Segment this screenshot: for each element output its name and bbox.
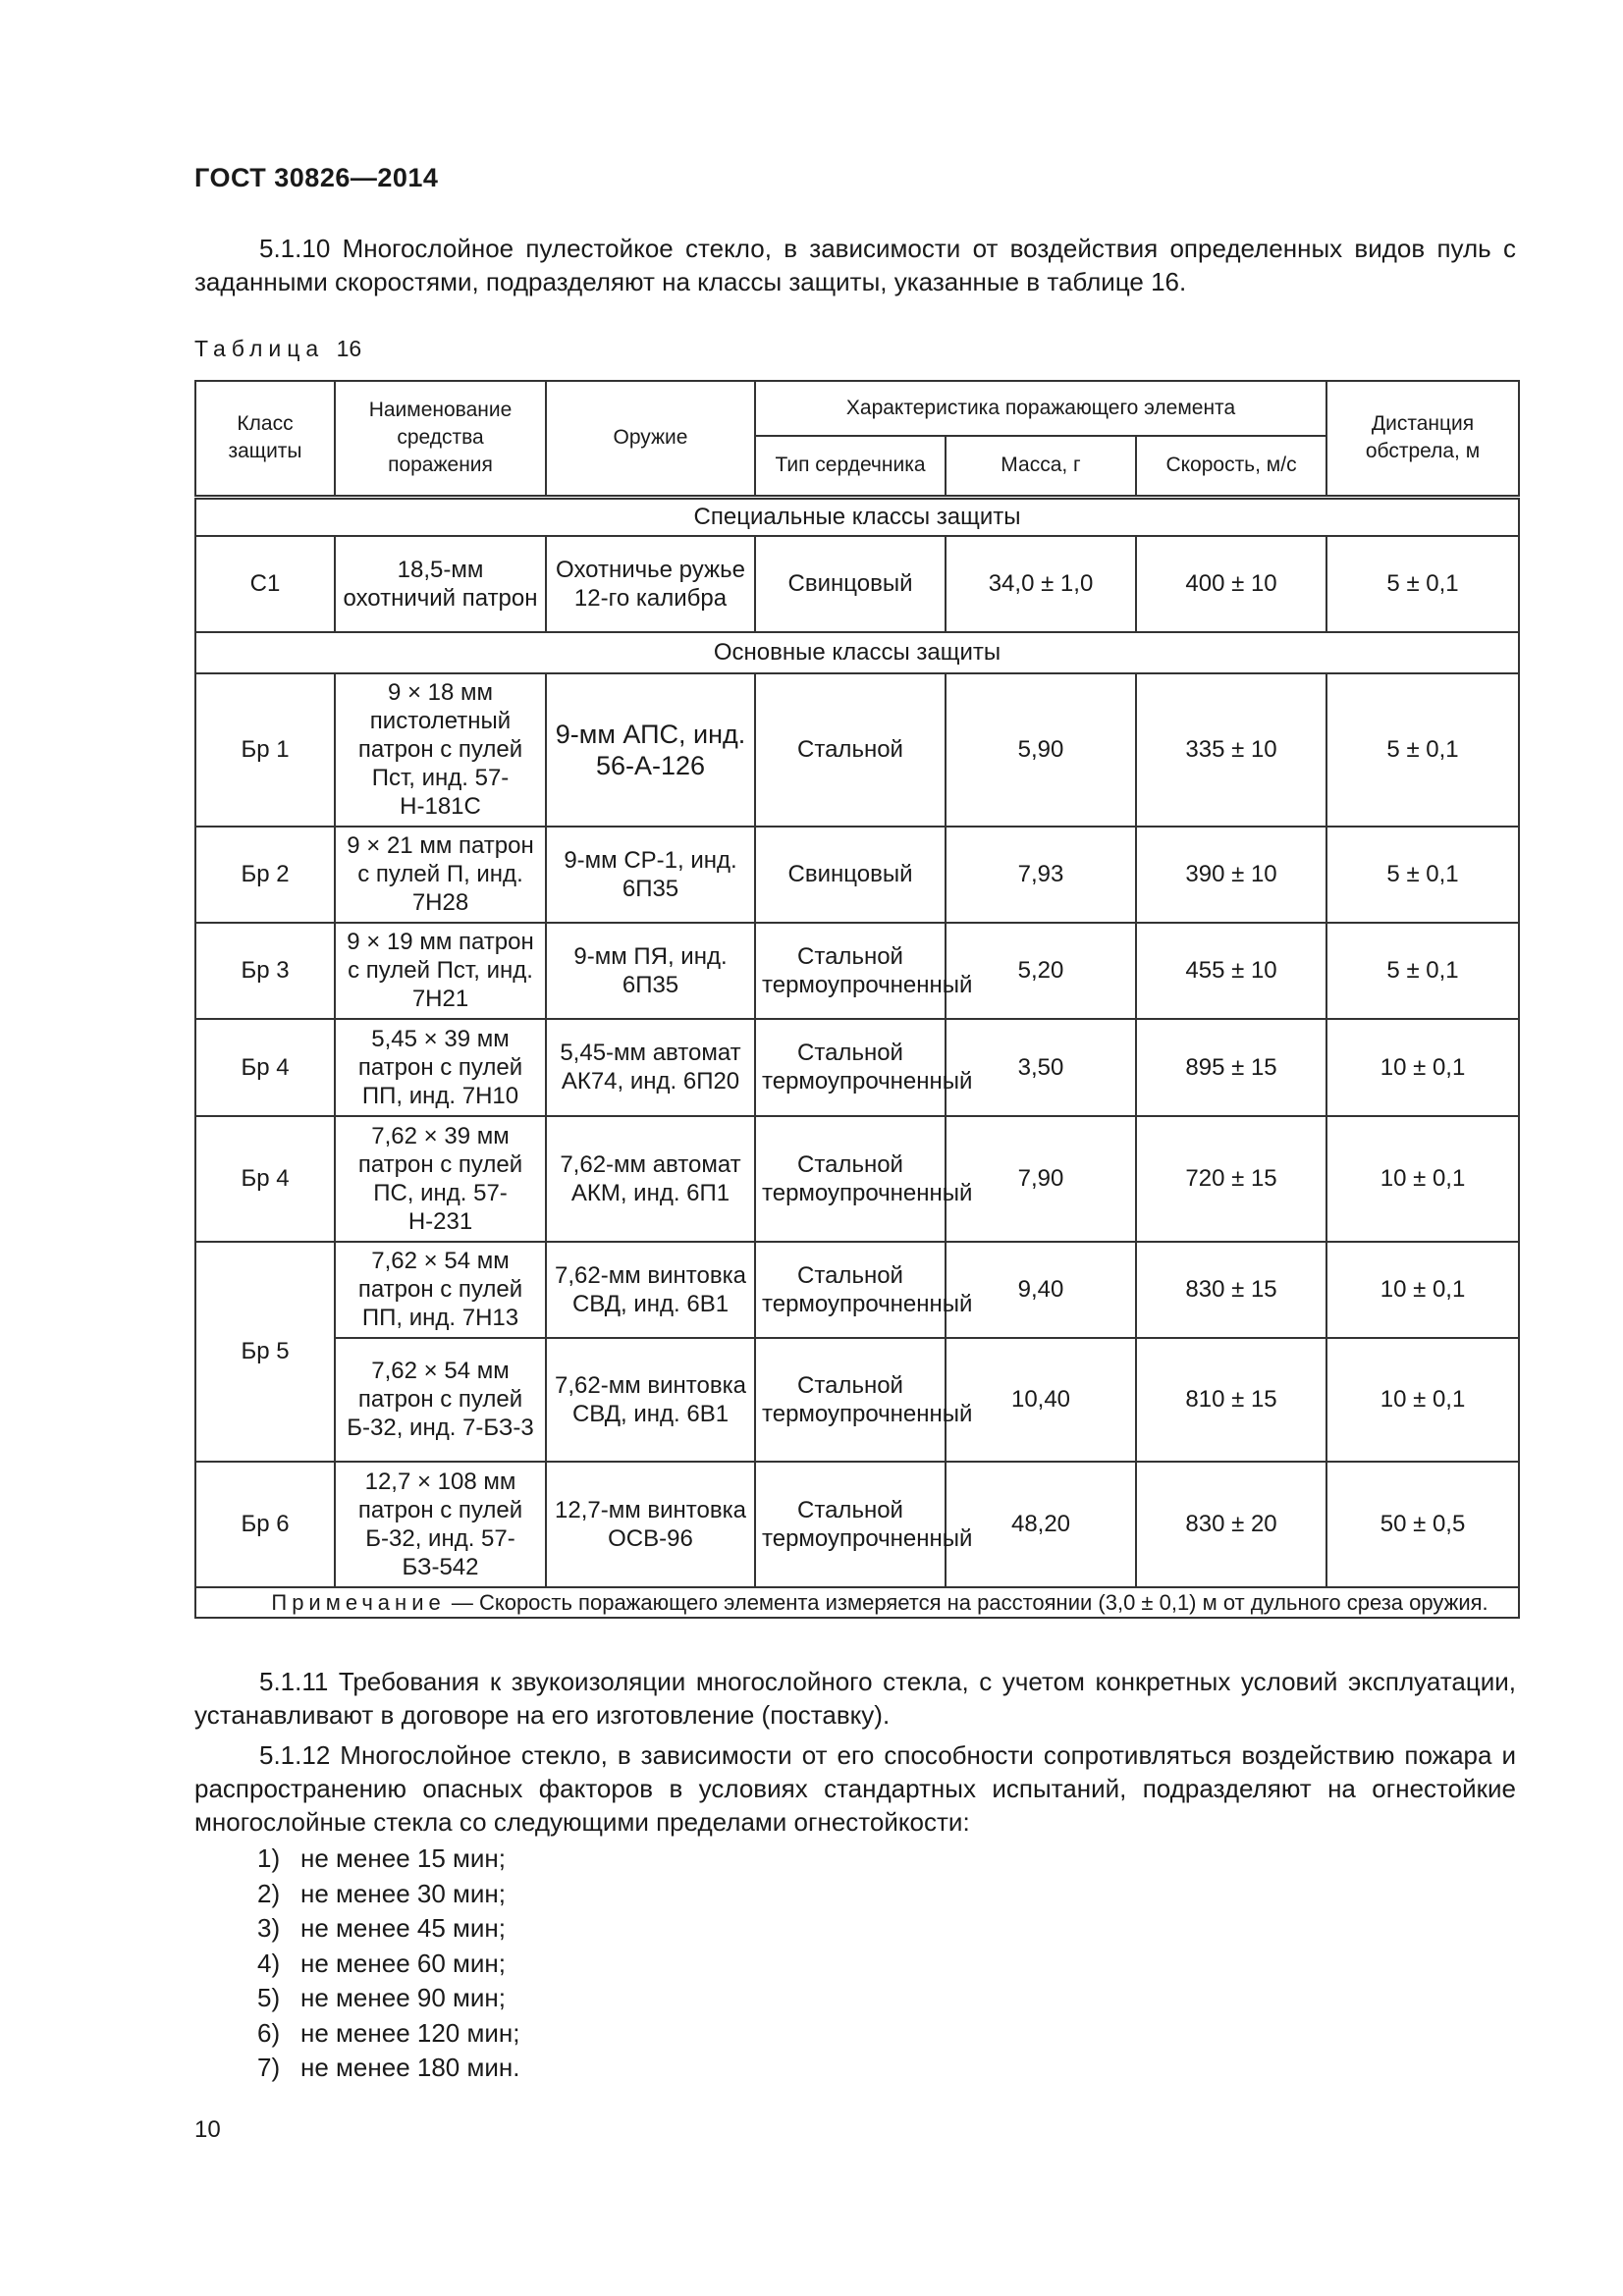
cell-mass: 5,20 [946, 923, 1136, 1019]
cell-core: Стальной термоупрочненный [755, 1338, 946, 1462]
paragraph-5-1-12-text: 5.1.12 Многослойное стекло, в зависимости от его способности сопротивляться воздействию пожара и распространению опасных факторов в условиях стандартных испытаний, подразделяют на огнестойкие многослойные стекла со следующими пределами огнестойкости: [194, 1740, 1516, 1837]
table-row [195, 673, 1519, 827]
cell-core: Свинцовый [755, 536, 946, 632]
list-item [257, 2051, 519, 2086]
section-main-label: Основные классы защиты [195, 632, 1519, 673]
cell-class: Бр 5 [195, 1242, 335, 1462]
header-speed: Скорость, м/с [1136, 436, 1326, 497]
cell-mass: 5,90 [946, 673, 1136, 827]
table-row [195, 923, 1519, 1019]
cell-core: Стальной термоупрочненный [755, 1462, 946, 1587]
cell-speed: 335 ± 10 [1136, 673, 1326, 827]
cell-weapon: 9-мм ПЯ, инд. 6П35 [546, 923, 755, 1019]
protection-classes-table [194, 380, 1520, 1619]
cell-means: 9 × 19 мм патрон с пулей Пст, инд. 7Н21 [335, 923, 546, 1019]
list-item-text: не менее 180 мин. [300, 2053, 520, 2082]
paragraph-5-1-12 [194, 1738, 1516, 1839]
cell-means: 7,62 × 54 мм патрон с пулей ПП, инд. 7Н13 [335, 1242, 546, 1338]
header-distance: Дистанция обстрела, м [1326, 381, 1519, 497]
header-core: Тип сердечника [755, 436, 946, 497]
cell-weapon: 7,62-мм винтовка СВД, инд. 6В1 [546, 1242, 755, 1338]
cell-speed: 720 ± 15 [1136, 1116, 1326, 1242]
cell-distance: 10 ± 0,1 [1326, 1338, 1519, 1462]
paragraph-5-1-11-text: 5.1.11 Требования к звукоизоляции многослойного стекла, с учетом конкретных условий эксплуатации, устанавливают в договоре на его изготовление (поставку). [194, 1667, 1516, 1730]
cell-weapon: Охотничье ружье 12-го калибра [546, 536, 755, 632]
header-weapon: Оружие [546, 381, 755, 497]
cell-core: Свинцовый [755, 827, 946, 923]
list-item-number: 3) [257, 1913, 281, 1943]
table-caption-label: Таблица [194, 336, 325, 361]
table-note [195, 1587, 1519, 1618]
header-means: Наименование средства поражения [335, 381, 546, 497]
list-item-text: не менее 45 мин; [300, 1913, 507, 1943]
table-row [195, 1019, 1519, 1116]
fire-resistance-list [257, 1842, 519, 2086]
list-item-number: 7) [257, 2053, 281, 2082]
header-mass: Масса, г [946, 436, 1136, 497]
table-row [195, 1462, 1519, 1587]
list-item [257, 1842, 519, 1877]
cell-core: Стальной термоупрочненный [755, 923, 946, 1019]
table-row [195, 827, 1519, 923]
list-item-text: не менее 15 мин; [300, 1843, 507, 1873]
cell-weapon: 5,45-мм автомат АК74, инд. 6П20 [546, 1019, 755, 1116]
section-row [195, 632, 1519, 673]
cell-distance: 10 ± 0,1 [1326, 1019, 1519, 1116]
list-item-text: не менее 60 мин; [300, 1948, 507, 1978]
table-row [195, 1242, 1519, 1338]
list-item-text: не менее 30 мин; [300, 1878, 507, 1908]
cell-distance: 10 ± 0,1 [1326, 1116, 1519, 1242]
list-item-number: 5) [257, 1983, 281, 2012]
cell-mass: 48,20 [946, 1462, 1136, 1587]
document-code-header: ГОСТ 30826—2014 [194, 163, 439, 192]
list-item-text: не менее 90 мин; [300, 1983, 507, 2012]
cell-means: 9 × 21 мм патрон с пулей П, инд. 7Н28 [335, 827, 546, 923]
header-characteristic: Характеристика поражающего элемента [755, 381, 1326, 436]
table-caption-number: 16 [336, 336, 362, 361]
note-label: Примечание [271, 1589, 446, 1615]
table-row [195, 1116, 1519, 1242]
cell-core: Стальной термоупрочненный [755, 1242, 946, 1338]
table-row [195, 536, 1519, 632]
list-item-text: не менее 120 мин; [300, 2017, 520, 2048]
note-text: — Скорость поражающего элемента измеряется на расстоянии (3,0 ± 0,1) м от дульного среза оружия. [445, 1589, 1488, 1615]
table-note-row [195, 1587, 1519, 1618]
list-item-number: 4) [257, 1948, 281, 1978]
cell-mass: 3,50 [946, 1019, 1136, 1116]
cell-mass: 34,0 ± 1,0 [946, 536, 1136, 632]
cell-mass: 10,40 [946, 1338, 1136, 1462]
cell-class: Бр 6 [195, 1462, 335, 1587]
cell-weapon: 12,7-мм винтовка ОСВ-96 [546, 1462, 755, 1587]
cell-class: Бр 4 [195, 1116, 335, 1242]
cell-speed: 810 ± 15 [1136, 1338, 1326, 1462]
list-item [257, 1947, 519, 1982]
list-item-number: 1) [257, 1843, 281, 1873]
list-item [257, 1911, 519, 1947]
cell-core: Стальной термоупрочненный [755, 1019, 946, 1116]
list-item-number: 2) [257, 1878, 281, 1908]
paragraph-5-1-10-text: 5.1.10 Многослойное пулестойкое стекло, в зависимости от воздействия определенных видов пуль с заданными скоростями, подразделяют на классы защиты, указанные в таблице 16. [194, 234, 1516, 296]
cell-distance: 10 ± 0,1 [1326, 1242, 1519, 1338]
cell-speed: 400 ± 10 [1136, 536, 1326, 632]
section-special-label: Специальные классы защиты [195, 497, 1519, 536]
list-item [257, 1981, 519, 2016]
paragraph-5-1-11 [194, 1665, 1516, 1732]
cell-speed: 830 ± 20 [1136, 1462, 1326, 1587]
cell-speed: 390 ± 10 [1136, 827, 1326, 923]
paragraph-5-1-10 [194, 232, 1516, 298]
cell-distance: 5 ± 0,1 [1326, 673, 1519, 827]
cell-speed: 455 ± 10 [1136, 923, 1326, 1019]
cell-means: 7,62 × 54 мм патрон с пулей Б-32, инд. 7-БЗ-3 [335, 1338, 546, 1462]
cell-speed: 895 ± 15 [1136, 1019, 1326, 1116]
cell-mass: 7,90 [946, 1116, 1136, 1242]
cell-weapon: 9-мм АПС, инд. 56-А-126 [546, 673, 755, 827]
cell-means: 12,7 × 108 мм патрон с пулей Б-32, инд. 57-БЗ-542 [335, 1462, 546, 1587]
list-item-number: 6) [257, 2017, 281, 2048]
cell-class: Бр 2 [195, 827, 335, 923]
cell-distance: 5 ± 0,1 [1326, 827, 1519, 923]
table-header-row [195, 381, 1519, 436]
cell-distance: 50 ± 0,5 [1326, 1462, 1519, 1587]
cell-speed: 830 ± 15 [1136, 1242, 1326, 1338]
list-item [257, 2016, 519, 2052]
cell-distance: 5 ± 0,1 [1326, 923, 1519, 1019]
section-row [195, 497, 1519, 536]
cell-means: 18,5-мм охотничий патрон [335, 536, 546, 632]
cell-distance: 5 ± 0,1 [1326, 536, 1519, 632]
cell-weapon: 7,62-мм винтовка СВД, инд. 6В1 [546, 1338, 755, 1462]
list-item [257, 1877, 519, 1912]
header-class: Класс защиты [195, 381, 335, 497]
cell-core: Стальной [755, 673, 946, 827]
cell-core: Стальной термоупрочненный [755, 1116, 946, 1242]
page-number: 10 [194, 2116, 221, 2143]
cell-weapon: 9-мм СР-1, инд. 6П35 [546, 827, 755, 923]
cell-class: Бр 4 [195, 1019, 335, 1116]
cell-means: 5,45 × 39 мм патрон с пулей ПП, инд. 7Н10 [335, 1019, 546, 1116]
cell-class: С1 [195, 536, 335, 632]
table-caption [194, 336, 361, 362]
cell-class: Бр 3 [195, 923, 335, 1019]
cell-mass: 9,40 [946, 1242, 1136, 1338]
cell-means: 7,62 × 39 мм патрон с пулей ПС, инд. 57-Н-231 [335, 1116, 546, 1242]
cell-class: Бр 1 [195, 673, 335, 827]
table-row [195, 1338, 1519, 1462]
cell-means: 9 × 18 мм пистолетный патрон с пулей Пст, инд. 57-Н-181С [335, 673, 546, 827]
cell-weapon: 7,62-мм автомат АКМ, инд. 6П1 [546, 1116, 755, 1242]
cell-mass: 7,93 [946, 827, 1136, 923]
